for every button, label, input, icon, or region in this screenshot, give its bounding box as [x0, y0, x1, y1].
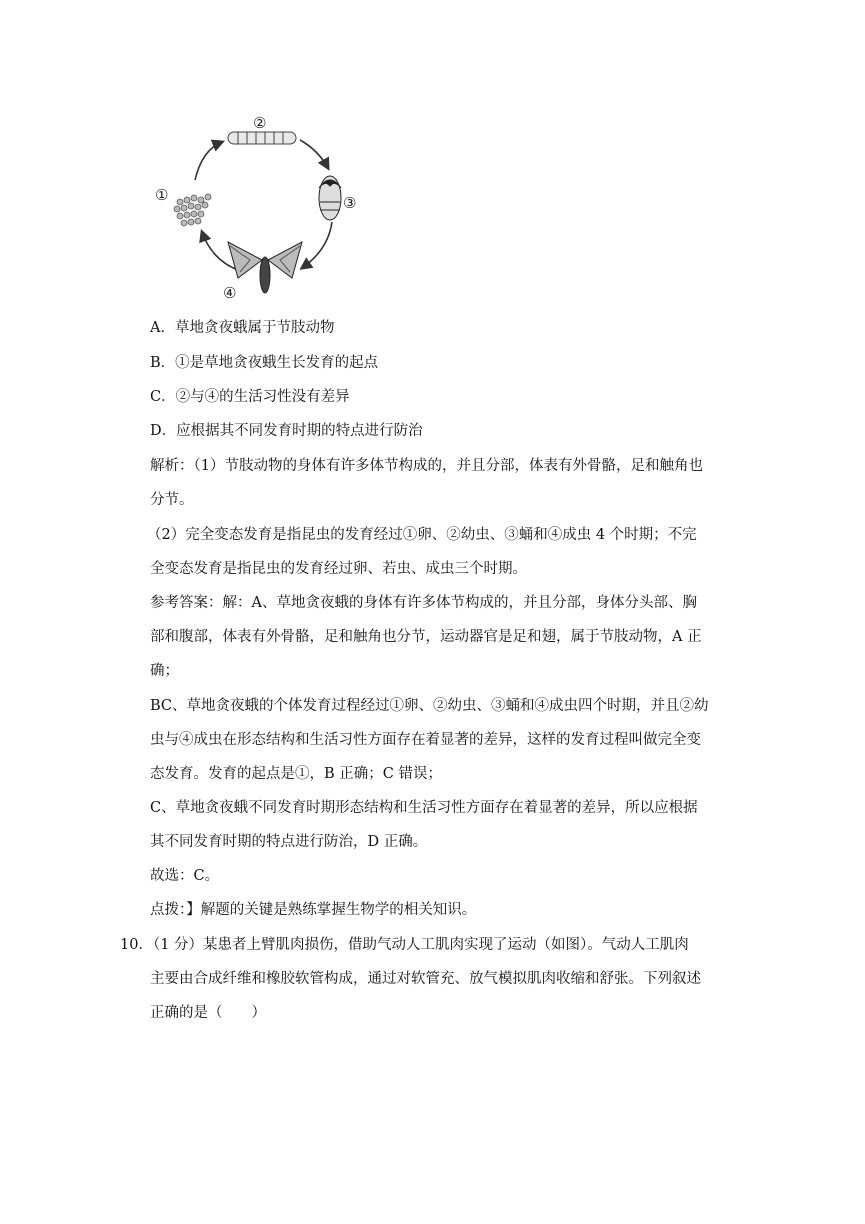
label-3: ③ [343, 194, 357, 212]
question-10-line: 正确的是（ ） [150, 1005, 266, 1021]
answer-tip: 点拨：】解题的关键是熟练掌握生物学的相关知识。 [150, 902, 477, 918]
answer-line: BC、草地贪夜蛾的个体发育过程经过①卵、②幼虫、③蛹和④成虫四个时期，并且②幼 [150, 698, 709, 714]
answer-line: 其不同发育时期的特点进行防治，D 正确。 [150, 834, 428, 850]
pupa-drawing [319, 176, 341, 220]
answer-choice: 故选：C。 [150, 868, 220, 884]
moth-drawing [228, 242, 302, 293]
label-1: ① [155, 186, 169, 204]
life-cycle-figure [150, 110, 370, 305]
arrow-larva-to-pupa [300, 140, 328, 168]
question-10-line: 10．（1 分）某患者上臂肌肉损伤，借助气动人工肌肉实现了运动（如图）。气动人工肌肉 [120, 937, 689, 953]
option-a: A．草地贪夜蛾属于节肢动物 [150, 320, 335, 336]
answer-line: 部和腹部，体表有外骨骼，足和触角也分节，运动器官是足和翅，属于节肢动物，A 正 [150, 629, 702, 645]
question-10-line: 主要由合成纤维和橡胶软管构成，通过对软管充、放气模拟肌肉收缩和舒张。下列叙述 [150, 971, 701, 987]
answer-line: 虫与④成虫在形态结构和生活习性方面存在着显著的差异，这样的发育过程叫做完全变 [150, 732, 701, 748]
arrow-egg-to-larva [195, 142, 222, 180]
analysis-line: 全变态发育是指昆虫的发育经过卵、若虫、成虫三个时期。 [150, 561, 527, 577]
analysis-line: 分节。 [150, 492, 194, 508]
label-4: ④ [223, 284, 237, 302]
option-b: B．①是草地贪夜蛾生长发育的起点 [150, 355, 379, 371]
answer-line: C、草地贪夜蛾不同发育时期形态结构和生活习性方面存在着显著的差异，所以应根据 [150, 800, 698, 816]
arrow-pupa-to-adult [302, 222, 332, 268]
larva-drawing [228, 132, 296, 144]
option-c: C．②与④的生活习性没有差异 [150, 389, 350, 405]
answer-line: 确； [150, 663, 179, 679]
option-d: D．应根据其不同发育时期的特点进行防治 [150, 423, 423, 439]
label-2: ② [253, 114, 267, 132]
answer-line: 参考答案：解：A、草地贪夜蛾的身体有许多体节构成的，并且分部，身体分头部、胸 [150, 595, 697, 611]
answer-line: 态发育。发育的起点是①，B 正确；C 错误； [150, 766, 442, 782]
analysis-line: 解析：（1）节肢动物的身体有许多体节构成的，并且分部，体表有外骨骼，足和触角也 [150, 458, 703, 474]
analysis-line: （2）完全变态发育是指昆虫的发育经过①卵、②幼虫、③蛹和④成虫 4 个时期；不完 [147, 527, 697, 543]
egg-cluster [174, 194, 211, 226]
